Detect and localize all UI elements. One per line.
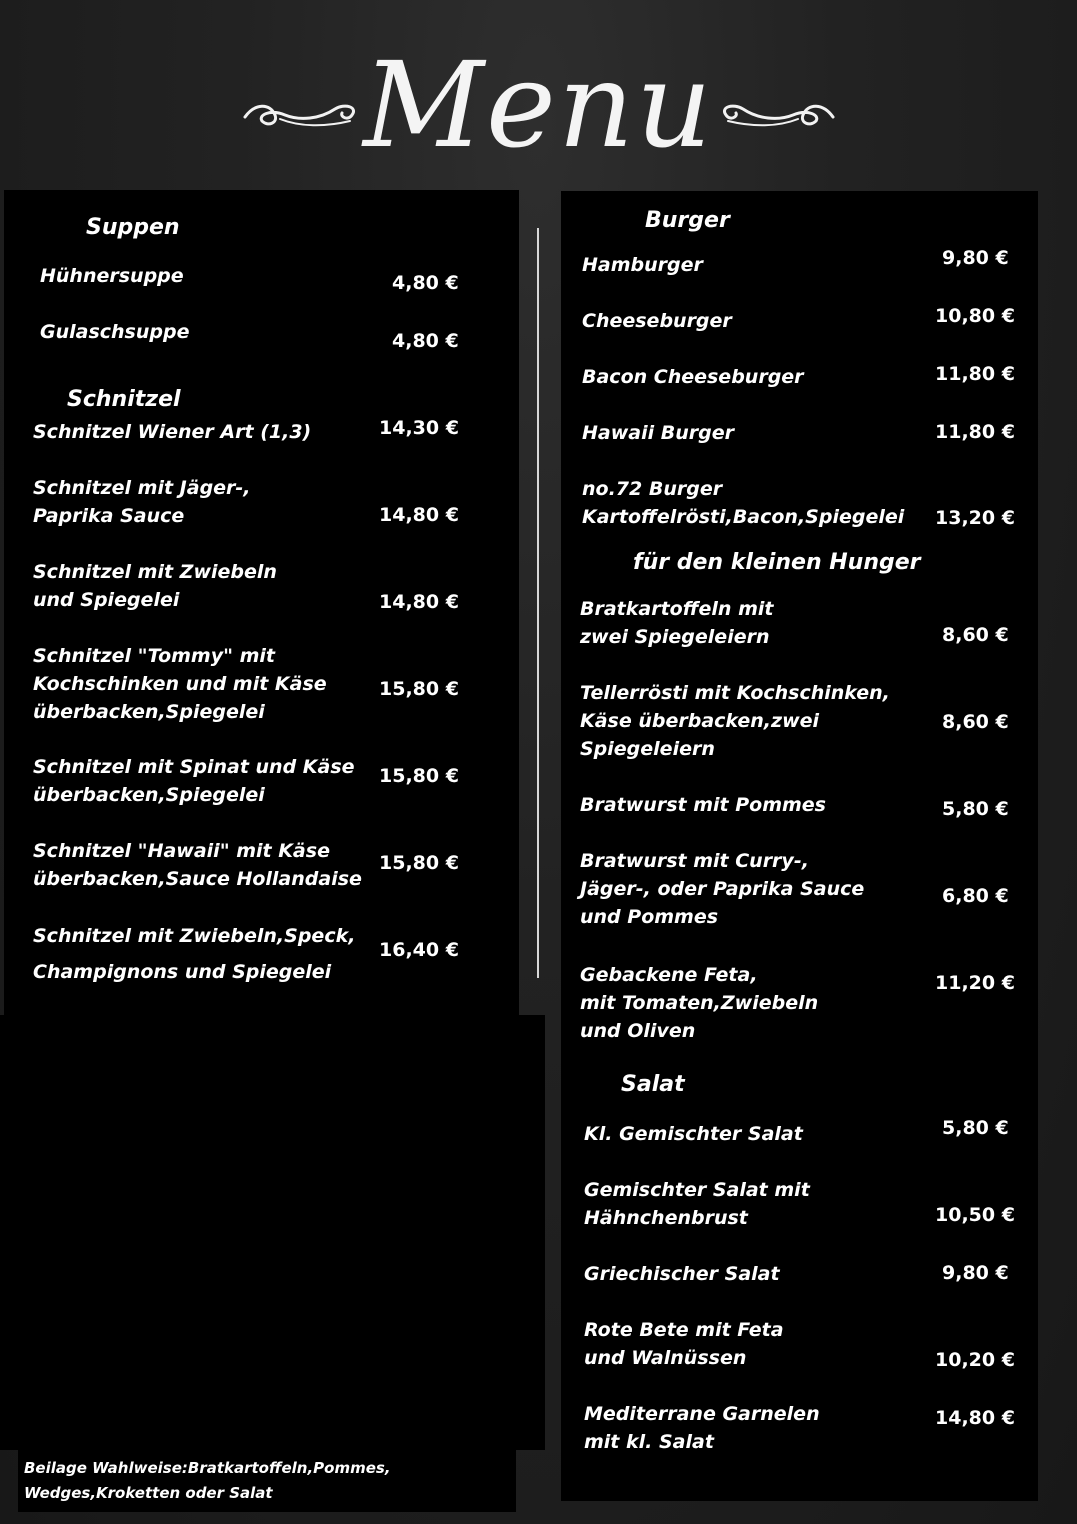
menu-item-price: 9,80 € xyxy=(942,247,1009,269)
menu-item-name-continued: Champignons und Spiegelei xyxy=(33,961,332,983)
menu-item-name: Schnitzel mit Spinat und Käse überbacken,Spiegelei xyxy=(33,756,355,806)
menu-item-name: Bratwurst mit Pommes xyxy=(580,794,826,816)
column-divider xyxy=(537,228,539,978)
menu-item-name: Hühnersuppe xyxy=(40,265,184,287)
menu-item-price: 15,80 € xyxy=(379,852,459,874)
menu-item-name: Schnitzel Wiener Art (1,3) xyxy=(33,421,312,443)
menu-item-price: 14,80 € xyxy=(935,1407,1015,1429)
menu-item-price: 5,80 € xyxy=(942,1117,1009,1139)
menu-item-price: 8,60 € xyxy=(942,624,1009,646)
menu-item-price: 6,80 € xyxy=(942,885,1009,907)
menu-item-price: 15,80 € xyxy=(379,765,459,787)
menu-item-name: Bacon Cheeseburger xyxy=(582,366,804,388)
menu-item-name: Schnitzel "Hawaii" mit Käse überbacken,Sauce Hollandaise xyxy=(33,840,362,890)
menu-item-name: Cheeseburger xyxy=(582,310,732,332)
menu-item-name: Gemischter Salat mit Hähnchenbrust xyxy=(584,1179,810,1229)
menu-item-name: Kl. Gemischter Salat xyxy=(584,1123,803,1145)
menu-item-price: 10,50 € xyxy=(935,1204,1015,1226)
menu-item-name: Bratwurst mit Curry-, Jäger-, oder Paprika Sauce und Pommes xyxy=(580,850,865,928)
menu-item-price: 10,20 € xyxy=(935,1349,1015,1371)
menu-item-price: 4,80 € xyxy=(392,330,459,352)
menu-item-price: 9,80 € xyxy=(942,1262,1009,1284)
section-heading-kleiner-hunger: für den kleinen Hunger xyxy=(633,550,921,575)
menu-item-price: 11,80 € xyxy=(935,363,1015,385)
menu-header xyxy=(0,30,1077,180)
menu-item-name: Schnitzel mit Zwiebeln und Spiegelei xyxy=(33,561,277,611)
menu-item-price: 15,80 € xyxy=(379,678,459,700)
left-menu-panel-lower xyxy=(0,1015,545,1450)
menu-item-price: 16,40 € xyxy=(379,939,459,961)
menu-item-name: Mediterrane Garnelen mit kl. Salat xyxy=(584,1403,820,1453)
menu-item-name: no.72 Burger Kartoffelrösti,Bacon,Spiegelei xyxy=(582,478,905,528)
menu-item-name: Tellerrösti mit Kochschinken, Käse überbacken,zwei Spiegeleiern xyxy=(580,682,890,760)
menu-title: Menu xyxy=(363,36,714,174)
menu-item-price: 11,80 € xyxy=(935,421,1015,443)
menu-item-name: Rote Bete mit Feta und Walnüssen xyxy=(584,1319,784,1369)
section-heading-salat: Salat xyxy=(621,1072,685,1097)
menu-item-name: Gebackene Feta, mit Tomaten,Zwiebeln und Oliven xyxy=(580,964,819,1042)
menu-item-price: 14,80 € xyxy=(379,591,459,613)
menu-item-name: Hawaii Burger xyxy=(582,422,734,444)
menu-item-price: 14,30 € xyxy=(379,417,459,439)
section-heading-burger: Burger xyxy=(645,208,730,233)
menu-item-name: Hamburger xyxy=(582,254,703,276)
menu-item-price: 4,80 € xyxy=(392,272,459,294)
menu-item-name: Schnitzel mit Jäger-, Paprika Sauce xyxy=(33,477,251,527)
menu-item-name: Schnitzel mit Zwiebeln,Speck, xyxy=(33,925,356,947)
menu-item-price: 8,60 € xyxy=(942,711,1009,733)
menu-item-price: 11,20 € xyxy=(935,972,1015,994)
menu-item-price: 14,80 € xyxy=(379,504,459,526)
menu-item-price: 13,20 € xyxy=(935,507,1015,529)
section-heading-schnitzel: Schnitzel xyxy=(67,387,181,412)
side-dish-note: Beilage Wahlweise:Bratkartoffeln,Pommes, Wedges,Kroketten oder Salat xyxy=(24,1459,391,1502)
section-heading-suppen: Suppen xyxy=(86,215,180,240)
menu-item-name: Gulaschsuppe xyxy=(40,321,190,343)
menu-item-name: Griechischer Salat xyxy=(584,1263,780,1285)
menu-item-price: 10,80 € xyxy=(935,305,1015,327)
flourish-right-ornament xyxy=(718,95,838,135)
menu-item-name: Schnitzel "Tommy" mit Kochschinken und mit Käse überbacken,Spiegelei xyxy=(33,645,327,723)
menu-item-name: Bratkartoffeln mit zwei Spiegeleiern xyxy=(580,598,774,648)
menu-item-price: 5,80 € xyxy=(942,798,1009,820)
